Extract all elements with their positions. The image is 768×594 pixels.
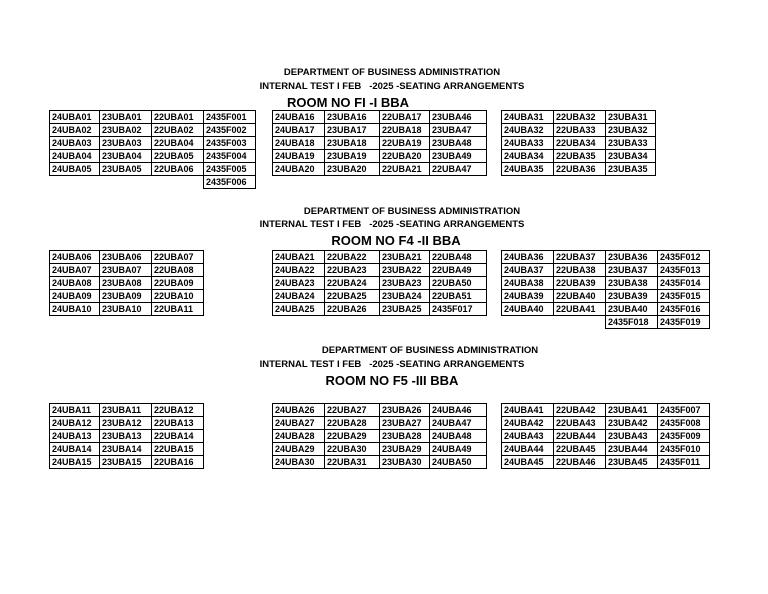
seat-cell: 23UBA31: [606, 111, 656, 124]
seat-cell: 24UBA07: [50, 264, 100, 277]
seat-cell: 23UBA28: [380, 430, 430, 443]
seat-cell: 22UBA35: [554, 150, 606, 163]
seat-cell: 22UBA14: [152, 430, 204, 443]
seating-table: [501, 250, 710, 329]
seat-cell: 23UBA25: [380, 303, 430, 316]
seat-cell: 24UBA14: [50, 443, 100, 456]
seat-cell: 24UBA40: [502, 303, 554, 316]
seat-cell: 23UBA45: [606, 456, 658, 469]
seat-cell: 22UBA13: [152, 417, 204, 430]
seat-cell: 23UBA42: [606, 417, 658, 430]
table-row: [502, 111, 656, 124]
table-row: [50, 277, 204, 290]
table-row: [502, 150, 656, 163]
table-row: [502, 163, 656, 176]
seat-cell: 23UBA37: [606, 264, 658, 277]
seat-cell: 2435F014: [658, 277, 710, 290]
seat-cell: 22UBA19: [380, 137, 430, 150]
seat-cell: 22UBA22: [325, 251, 380, 264]
seat-cell: 22UBA12: [152, 404, 204, 417]
seat-cell: [50, 176, 100, 189]
seat-cell: 22UBA08: [152, 264, 204, 277]
table-row: [50, 264, 204, 277]
test-heading: INTERNAL TEST I FEB -2025 -SEATING ARRANGEMENTS: [259, 219, 525, 230]
seat-cell: 23UBA29: [380, 443, 430, 456]
seat-cell: 23UBA16: [325, 111, 380, 124]
seat-cell: 24UBA31: [502, 111, 554, 124]
seat-cell: 23UBA04: [100, 150, 152, 163]
seat-cell: 24UBA21: [273, 251, 325, 264]
seat-cell: 22UBA25: [325, 290, 380, 303]
seat-cell: 22UBA20: [380, 150, 430, 163]
seat-cell: 24UBA03: [50, 137, 100, 150]
seat-cell: 24UBA28: [273, 430, 325, 443]
table-row: [273, 290, 487, 303]
seat-cell: 22UBA40: [554, 290, 606, 303]
seating-table: [272, 110, 487, 176]
table-row: [50, 303, 204, 316]
seat-cell: 23UBA07: [100, 264, 152, 277]
seat-cell: 23UBA13: [100, 430, 152, 443]
seat-cell: 22UBA21: [380, 163, 430, 176]
table-row: [50, 417, 204, 430]
seat-cell: 24UBA49: [430, 443, 487, 456]
seat-cell: 23UBA20: [325, 163, 380, 176]
seat-cell: 24UBA20: [273, 163, 325, 176]
seat-cell: 22UBA29: [325, 430, 380, 443]
seat-cell: 22UBA51: [430, 290, 487, 303]
table-row: [273, 111, 487, 124]
table-row: [50, 430, 204, 443]
seat-cell: [100, 176, 152, 189]
seat-cell: 2435F018: [606, 316, 658, 329]
seat-cell: 24UBA29: [273, 443, 325, 456]
table-row: [502, 316, 710, 329]
seat-cell: 22UBA26: [325, 303, 380, 316]
seat-cell: 24UBA41: [502, 404, 554, 417]
seat-cell: 24UBA10: [50, 303, 100, 316]
seat-cell: 24UBA12: [50, 417, 100, 430]
seat-cell: 22UBA45: [554, 443, 606, 456]
seat-cell: 23UBA01: [100, 111, 152, 124]
seat-cell: 23UBA49: [430, 150, 487, 163]
room-heading: ROOM NO FI -I BBA: [286, 95, 410, 110]
seat-cell: 22UBA04: [152, 137, 204, 150]
seat-cell: 2435F007: [658, 404, 710, 417]
seat-cell: 22UBA11: [152, 303, 204, 316]
seat-cell: 24UBA30: [273, 456, 325, 469]
seat-cell: 22UBA23: [325, 264, 380, 277]
seat-cell: 23UBA22: [380, 264, 430, 277]
seat-cell: 24UBA43: [502, 430, 554, 443]
seat-cell: 24UBA16: [273, 111, 325, 124]
seat-cell: 23UBA30: [380, 456, 430, 469]
seat-cell: 23UBA38: [606, 277, 658, 290]
seat-cell: 22UBA48: [430, 251, 487, 264]
seat-cell: 24UBA38: [502, 277, 554, 290]
table-row: [502, 417, 710, 430]
seat-cell: 22UBA50: [430, 277, 487, 290]
seat-cell: 24UBA35: [502, 163, 554, 176]
seat-cell: 22UBA28: [325, 417, 380, 430]
seat-cell: 24UBA04: [50, 150, 100, 163]
seat-cell: 23UBA05: [100, 163, 152, 176]
seat-cell: 22UBA47: [430, 163, 487, 176]
seat-cell: 23UBA15: [100, 456, 152, 469]
seat-cell: 22UBA05: [152, 150, 204, 163]
seat-cell: 2435F006: [204, 176, 256, 189]
seat-cell: 24UBA11: [50, 404, 100, 417]
table-row: [273, 404, 487, 417]
seat-cell: 24UBA34: [502, 150, 554, 163]
seat-cell: 23UBA43: [606, 430, 658, 443]
seat-cell: 22UBA34: [554, 137, 606, 150]
seat-cell: 22UBA07: [152, 251, 204, 264]
seat-cell: 2435F017: [430, 303, 487, 316]
seat-cell: 24UBA32: [502, 124, 554, 137]
seat-cell: 24UBA15: [50, 456, 100, 469]
seat-cell: 23UBA47: [430, 124, 487, 137]
table-row: [502, 137, 656, 150]
seat-cell: 24UBA24: [273, 290, 325, 303]
seat-cell: 23UBA03: [100, 137, 152, 150]
seat-cell: [152, 176, 204, 189]
seat-cell: 22UBA37: [554, 251, 606, 264]
seat-cell: 23UBA39: [606, 290, 658, 303]
seat-cell: 23UBA23: [380, 277, 430, 290]
seat-cell: 22UBA39: [554, 277, 606, 290]
seat-cell: 24UBA26: [273, 404, 325, 417]
seat-cell: 23UBA02: [100, 124, 152, 137]
seating-table: [272, 250, 487, 316]
table-row: [273, 443, 487, 456]
department-heading: DEPARTMENT OF BUSINESS ADMINISTRATION: [303, 206, 521, 217]
seat-cell: 2435F015: [658, 290, 710, 303]
table-row: [50, 124, 256, 137]
seating-table: [501, 403, 710, 469]
table-row: [50, 163, 256, 176]
seat-cell: 22UBA43: [554, 417, 606, 430]
table-row: [50, 443, 204, 456]
seat-cell: 24UBA06: [50, 251, 100, 264]
seat-cell: 2435F005: [204, 163, 256, 176]
seat-cell: 2435F002: [204, 124, 256, 137]
seat-cell: 24UBA19: [273, 150, 325, 163]
table-row: [273, 150, 487, 163]
seat-cell: 22UBA49: [430, 264, 487, 277]
seat-cell: 23UBA46: [430, 111, 487, 124]
seat-cell: 23UBA27: [380, 417, 430, 430]
seat-cell: 23UBA40: [606, 303, 658, 316]
seat-cell: 22UBA27: [325, 404, 380, 417]
seat-cell: 24UBA23: [273, 277, 325, 290]
seat-cell: 24UBA13: [50, 430, 100, 443]
table-row: [502, 456, 710, 469]
test-heading: INTERNAL TEST I FEB -2025 -SEATING ARRANGEMENTS: [259, 359, 525, 370]
seat-cell: 23UBA06: [100, 251, 152, 264]
table-row: [502, 303, 710, 316]
seat-cell: 2435F010: [658, 443, 710, 456]
seat-cell: 2435F019: [658, 316, 710, 329]
table-row: [502, 264, 710, 277]
seat-cell: 24UBA08: [50, 277, 100, 290]
table-row: [273, 137, 487, 150]
seat-cell: 23UBA41: [606, 404, 658, 417]
room-heading: ROOM NO F4 -II BBA: [331, 233, 461, 248]
seat-cell: 2435F008: [658, 417, 710, 430]
seat-cell: 23UBA48: [430, 137, 487, 150]
seat-cell: 22UBA10: [152, 290, 204, 303]
seat-cell: 2435F001: [204, 111, 256, 124]
seat-cell: 24UBA37: [502, 264, 554, 277]
table-row: [502, 404, 710, 417]
table-row: [50, 150, 256, 163]
seat-cell: 22UBA31: [325, 456, 380, 469]
seat-cell: 22UBA32: [554, 111, 606, 124]
seating-table: [49, 403, 204, 469]
table-row: [50, 137, 256, 150]
table-row: [50, 290, 204, 303]
seat-cell: 24UBA44: [502, 443, 554, 456]
seat-cell: 22UBA30: [325, 443, 380, 456]
seating-table: [272, 403, 487, 469]
seat-cell: [554, 316, 606, 329]
seat-cell: 22UBA41: [554, 303, 606, 316]
seat-cell: 23UBA19: [325, 150, 380, 163]
table-row: [273, 456, 487, 469]
seat-cell: 22UBA16: [152, 456, 204, 469]
seat-cell: 22UBA09: [152, 277, 204, 290]
seat-cell: 23UBA36: [606, 251, 658, 264]
table-row: [502, 430, 710, 443]
seat-cell: 24UBA42: [502, 417, 554, 430]
seat-cell: 22UBA42: [554, 404, 606, 417]
table-row: [50, 404, 204, 417]
seat-cell: 24UBA18: [273, 137, 325, 150]
seat-cell: 2435F016: [658, 303, 710, 316]
seat-cell: 22UBA33: [554, 124, 606, 137]
seat-cell: 23UBA26: [380, 404, 430, 417]
seat-cell: 22UBA38: [554, 264, 606, 277]
seat-cell: 22UBA02: [152, 124, 204, 137]
table-row: [273, 124, 487, 137]
table-row: [50, 111, 256, 124]
seat-cell: 23UBA35: [606, 163, 656, 176]
seat-cell: 24UBA17: [273, 124, 325, 137]
seating-table: [49, 110, 256, 189]
seat-cell: 23UBA17: [325, 124, 380, 137]
seat-cell: 2435F004: [204, 150, 256, 163]
table-row: [502, 290, 710, 303]
seat-cell: 24UBA01: [50, 111, 100, 124]
table-row: [273, 251, 487, 264]
seating-table: [49, 250, 204, 316]
table-row: [273, 430, 487, 443]
seat-cell: 22UBA01: [152, 111, 204, 124]
seat-cell: 23UBA32: [606, 124, 656, 137]
seat-cell: 24UBA33: [502, 137, 554, 150]
seat-cell: 24UBA27: [273, 417, 325, 430]
seat-cell: 24UBA09: [50, 290, 100, 303]
seat-cell: 24UBA25: [273, 303, 325, 316]
seat-cell: 23UBA10: [100, 303, 152, 316]
table-row: [273, 417, 487, 430]
table-row: [502, 124, 656, 137]
seat-cell: 24UBA39: [502, 290, 554, 303]
table-row: [273, 264, 487, 277]
seat-cell: 2435F009: [658, 430, 710, 443]
seat-cell: 24UBA45: [502, 456, 554, 469]
seat-cell: 22UBA17: [380, 111, 430, 124]
seat-cell: 24UBA48: [430, 430, 487, 443]
seat-cell: 2435F012: [658, 251, 710, 264]
seat-cell: 24UBA47: [430, 417, 487, 430]
department-heading: DEPARTMENT OF BUSINESS ADMINISTRATION: [321, 345, 539, 356]
seat-cell: 23UBA11: [100, 404, 152, 417]
seat-cell: 24UBA46: [430, 404, 487, 417]
seat-cell: 24UBA36: [502, 251, 554, 264]
seat-cell: 24UBA50: [430, 456, 487, 469]
seat-cell: 22UBA15: [152, 443, 204, 456]
table-row: [502, 443, 710, 456]
seat-cell: 23UBA18: [325, 137, 380, 150]
seat-cell: 22UBA36: [554, 163, 606, 176]
seat-cell: 23UBA14: [100, 443, 152, 456]
seat-cell: 23UBA44: [606, 443, 658, 456]
department-heading: DEPARTMENT OF BUSINESS ADMINISTRATION: [283, 67, 501, 78]
seat-cell: 2435F011: [658, 456, 710, 469]
seat-cell: 23UBA08: [100, 277, 152, 290]
seat-cell: 24UBA05: [50, 163, 100, 176]
seat-cell: 23UBA34: [606, 150, 656, 163]
table-row: [50, 456, 204, 469]
seat-cell: 24UBA22: [273, 264, 325, 277]
seat-cell: 23UBA33: [606, 137, 656, 150]
room-heading: ROOM NO F5 -III BBA: [325, 373, 459, 388]
seat-cell: 22UBA06: [152, 163, 204, 176]
seat-cell: 2435F013: [658, 264, 710, 277]
seat-cell: 22UBA46: [554, 456, 606, 469]
seat-cell: 23UBA12: [100, 417, 152, 430]
seat-cell: 24UBA02: [50, 124, 100, 137]
seat-cell: 22UBA24: [325, 277, 380, 290]
seat-cell: [502, 316, 554, 329]
table-row: [502, 251, 710, 264]
seat-cell: 23UBA09: [100, 290, 152, 303]
table-row: [273, 277, 487, 290]
seating-table: [501, 110, 656, 176]
seat-cell: 22UBA18: [380, 124, 430, 137]
test-heading: INTERNAL TEST I FEB -2025 -SEATING ARRANGEMENTS: [259, 81, 525, 92]
table-row: [502, 277, 710, 290]
table-row: [273, 163, 487, 176]
table-row: [50, 251, 204, 264]
table-row: [50, 176, 256, 189]
seat-cell: 2435F003: [204, 137, 256, 150]
seat-cell: 23UBA24: [380, 290, 430, 303]
seat-cell: 22UBA44: [554, 430, 606, 443]
table-row: [273, 303, 487, 316]
seat-cell: 23UBA21: [380, 251, 430, 264]
